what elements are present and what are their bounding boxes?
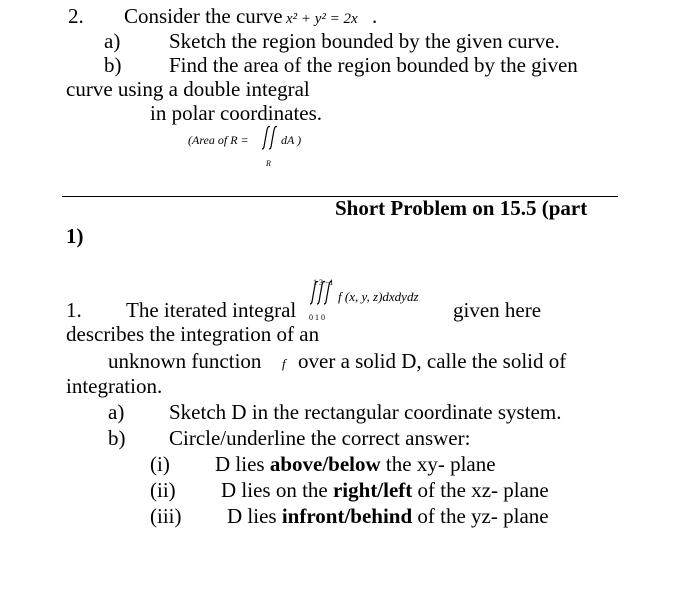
problem-1-part-b-text: Circle/underline the correct answer: — [169, 426, 471, 450]
option-text-post: of the yz- plane — [412, 504, 549, 528]
option-text — [215, 452, 496, 476]
curve-period: . — [372, 4, 378, 28]
problem-1-text-3-a: unknown function — [108, 349, 262, 373]
option-text — [227, 504, 549, 528]
option-label: (i) — [150, 452, 170, 476]
problem-1-part-b-label: b) — [108, 426, 126, 450]
integrand: f (x, y, z)dxdydz — [338, 289, 419, 304]
problem-2-part-b-text-3: in polar coordinates. — [150, 101, 323, 125]
curve-equation: x² + y² = 2x — [286, 11, 358, 27]
option-choice: right/left — [332, 478, 413, 502]
problem-1-text-2: describes the integration of an — [66, 322, 320, 346]
option-text — [221, 478, 549, 502]
problem-2-part-b-text-2: curve using a double integral — [66, 77, 310, 101]
option-text-pre: D lies on the — [221, 478, 333, 502]
option-text-pre: D lies — [215, 452, 270, 476]
problem-2-number: 2. — [68, 4, 84, 28]
integral-upper-limits: 1 3 −1 — [313, 278, 334, 287]
problem-2-part-a-text: Sketch the region bounded by the given curve. — [169, 29, 560, 53]
area-hint-integrand: dA ) — [281, 133, 302, 147]
problem-2-part-b-label: b) — [104, 53, 122, 77]
area-hint-region: R — [266, 159, 271, 168]
problem-1-text-4: integration. — [66, 374, 163, 398]
area-hint-open: (Area of R = — [188, 133, 249, 147]
problem-2-part-b-text-1: Find the area of the region bounded by the given — [169, 53, 578, 77]
option-choice: infront/behind — [281, 504, 413, 528]
problem-1-text-1: The iterated integral — [126, 298, 297, 322]
integral-lower-limits: 0 1 0 — [309, 313, 325, 322]
problem-1-text-3-b: over a solid D, calle the solid of — [298, 349, 567, 373]
option-text-post: the xy- plane — [380, 452, 496, 476]
problem-1-part-a-text: Sketch D in the rectangular coordinate system. — [169, 400, 562, 424]
option-label: (ii) — [150, 478, 176, 502]
option-text-pre: D lies — [227, 504, 282, 528]
unknown-function-symbol: f — [282, 356, 286, 371]
option-choice: above/below — [269, 452, 381, 476]
option-label: (iii) — [150, 504, 182, 528]
problem-1-part-a-label: a) — [108, 400, 125, 424]
problem-2-part-a-label: a) — [104, 29, 121, 53]
section-title: Short Problem on 15.5 (part — [335, 196, 588, 220]
problem-1-text-1-end: given here — [453, 298, 542, 322]
option-text-post: of the xz- plane — [412, 478, 549, 502]
section-title-continued: 1) — [66, 224, 84, 248]
problem-1-number: 1. — [66, 298, 82, 322]
problem-2-intro: Consider the curve — [124, 4, 283, 28]
